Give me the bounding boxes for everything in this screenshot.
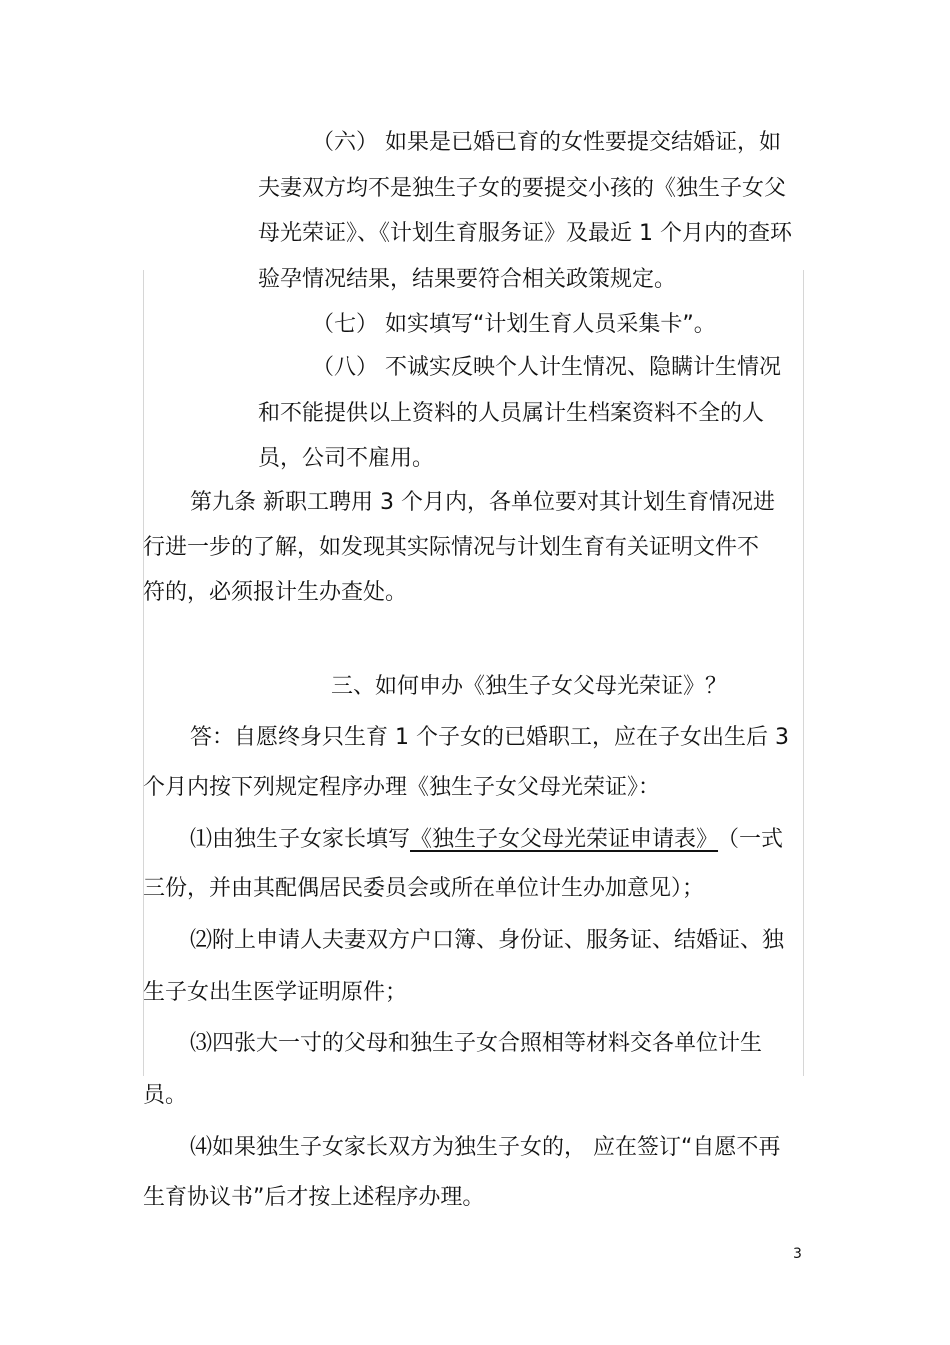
item-7: （七） 如实填写“计划生育人员采集卡”。 <box>312 312 716 337</box>
section-3-heading: 三、如何申办《独生子女父母光荣证》？ <box>331 674 728 699</box>
item-6-line-2: 夫妻双方均不是独生子女的要提交小孩的《独生子女父 <box>258 176 787 201</box>
step-1-prefix: ⑴由独生子女家长填写 <box>190 827 411 852</box>
step-3-line-2: 员。 <box>143 1083 188 1108</box>
item-6-line-3: 母光荣证》、《计划生育服务证》及最近 1 个月内的查环 <box>258 221 792 246</box>
step-3-line-1: ⑶四张大一寸的父母和独生子女合照相等材料交各单位计生 <box>190 1031 763 1056</box>
step-2-line-2: 生子女出生医学证明原件； <box>143 980 408 1005</box>
step-1-line-2: 三份，并由其配偶居民委员会或所在单位计生办加意见）； <box>143 876 705 901</box>
article-9-line-1: 第九条 新职工聘用 3 个月内，各单位要对其计划生育情况进 <box>190 490 775 515</box>
item-8-line-2: 和不能提供以上资料的人员属计生档案资料不全的人 <box>258 401 765 426</box>
item-8-line-3: 员，公司不雇用。 <box>258 446 435 471</box>
step-2-line-1: ⑵附上申请人夫妻双方户口簿、身份证、服务证、结婚证、独 <box>190 928 785 953</box>
step-1-suffix: （一式 <box>728 827 784 852</box>
application-form-link[interactable]: 《独生子女父母光荣证申请表》 <box>410 827 719 852</box>
step-1-line-1 <box>190 825 783 855</box>
item-8-line-1: （八） 不诚实反映个人计生情况、隐瞒计生情况 <box>312 355 781 380</box>
answer-line-2: 个月内按下列规定程序办理《独生子女父母光荣证》： <box>143 775 661 800</box>
step-4-line-1: ⑷如果独生子女家长双方为独生子女的， 应在签订“自愿不再 <box>190 1135 781 1160</box>
article-9-line-3: 符的，必须报计生办查处。 <box>143 580 408 605</box>
page-number: 3 <box>793 1246 802 1262</box>
item-6-line-4: 验孕情况结果，结果要符合相关政策规定。 <box>258 267 677 292</box>
step-4-line-2: 生育协议书”后才按上述程序办理。 <box>143 1185 485 1210</box>
item-6-line-1: （六） 如果是已婚已育的女性要提交结婚证，如 <box>312 130 781 155</box>
article-9-line-2: 行进一步的了解，如发现其实际情况与计划生育有关证明文件不 <box>143 535 760 560</box>
answer-line-1: 答：自愿终身只生育 1 个子女的已婚职工，应在子女出生后 3 <box>190 725 789 750</box>
